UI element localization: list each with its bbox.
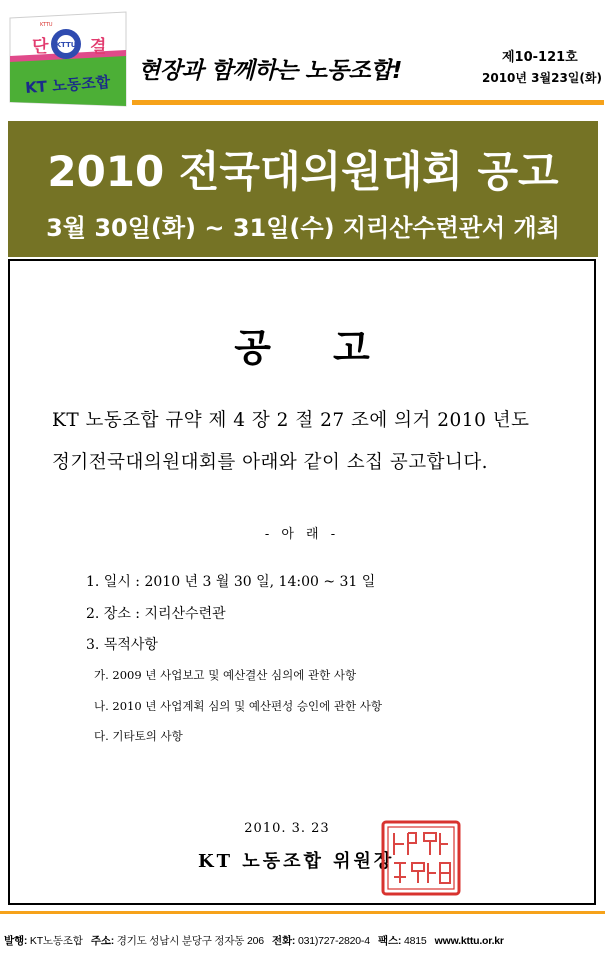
flag-small-tag: KTTU (40, 22, 53, 28)
notice-item-purpose: 3. 목적사항 (86, 637, 158, 653)
flag-emblem-text: KTTU (55, 41, 77, 49)
newsletter-header (0, 0, 605, 118)
publisher-phone: 031)727-2820-4 (297, 935, 370, 947)
section-header: - 아 래 - (264, 527, 340, 542)
publisher-footer (4, 933, 504, 948)
official-seal-stamp (380, 819, 462, 897)
headline-banner (8, 121, 598, 257)
publisher-label: 발행: (4, 935, 28, 947)
phone-label: 전화: (272, 935, 296, 947)
address-label: 주소: (90, 935, 115, 947)
flag-left-char: 단 (32, 37, 49, 57)
notice-item-schedule: 1. 일시 : 2010 년 3 월 30 일, 14:00 ~ 31 일 (86, 574, 376, 590)
union-flag-logo (8, 10, 130, 110)
flag-right-char: 결 (90, 37, 107, 57)
publisher-address: 경기도 성남시 분당구 정자동 206 (116, 935, 264, 947)
purpose-subitem: 다. 기타토의 사항 (94, 729, 183, 743)
purpose-subitem: 나. 2010 년 사업계획 심의 및 예산편성 승인에 관한 사항 (94, 699, 382, 713)
publisher-name: KT노동조합 (29, 935, 83, 947)
headline-title: 2010 전국대의원대회 공고 (47, 147, 559, 196)
notice-title: 공고 (234, 325, 432, 370)
notice-item-venue: 2. 장소 : 지리산수련관 (86, 606, 226, 622)
website-link[interactable]: www.kttu.or.kr (434, 935, 504, 947)
notice-body-line: KT 노동조합 규약 제 4 장 2 절 27 조에 의거 2010 년도 (52, 410, 530, 431)
issue-number: 제10-121호 (502, 50, 578, 65)
header-divider (132, 100, 604, 105)
notice-date: 2010. 3. 23 (244, 821, 330, 836)
notice-signer: KT 노동조합 위원장 (198, 851, 395, 872)
publisher-fax: 4815 (403, 935, 427, 947)
headline-subtitle: 3월 30일(화) ~ 31일(수) 지리산수련관서 개최 (46, 214, 560, 242)
union-slogan: 현장과 함께하는 노동조합! (138, 58, 402, 84)
notice-body-line: 정기전국대의원대회를 아래와 같이 소집 공고합니다. (52, 452, 489, 473)
purpose-subitem: 가. 2009 년 사업보고 및 예산결산 심의에 관한 사항 (94, 668, 357, 682)
fax-label: 팩스: (378, 935, 402, 947)
issue-date: 2010년 3월23일(화) (482, 71, 602, 85)
footer-divider (0, 911, 605, 914)
official-notice (8, 259, 596, 905)
flag-band-text: KT 노동조합 (24, 73, 111, 97)
